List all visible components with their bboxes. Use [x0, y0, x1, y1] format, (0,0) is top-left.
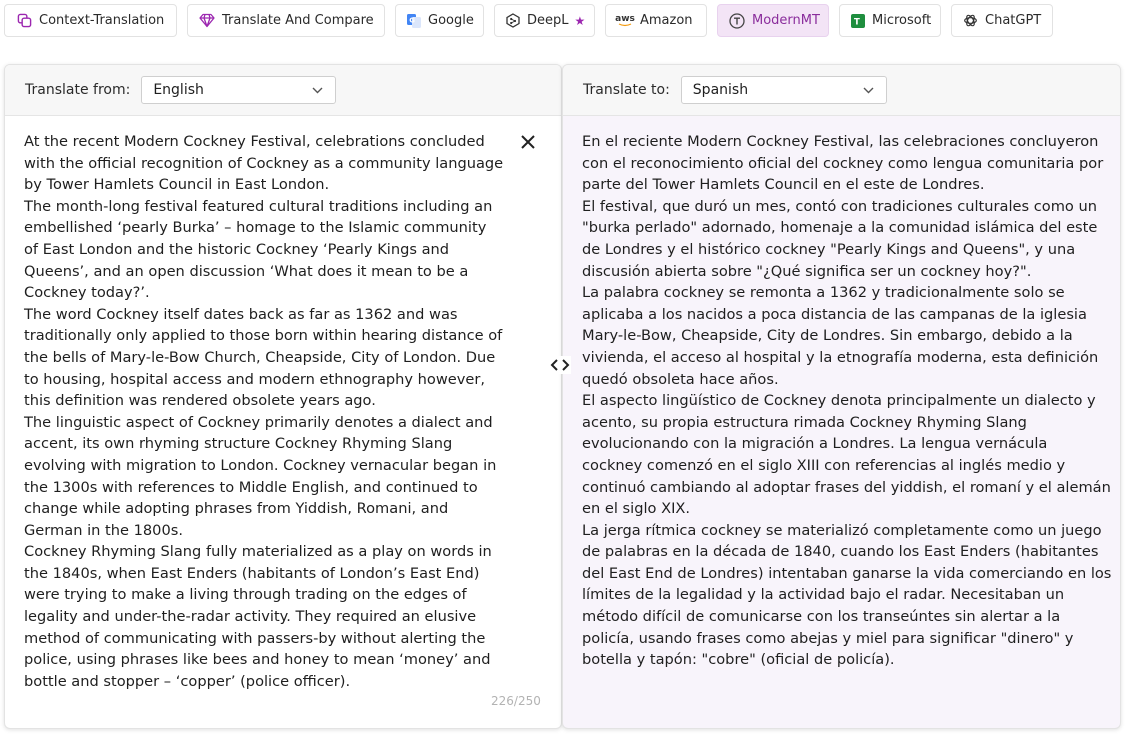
- aws-icon: aws: [615, 13, 635, 24]
- svg-text:T: T: [854, 17, 860, 27]
- tab-translate-and-compare[interactable]: [187, 4, 385, 37]
- chevron-down-icon: [863, 82, 874, 98]
- tab-label: DeepL: [527, 13, 569, 28]
- tab-modernmt[interactable]: [717, 4, 829, 37]
- target-panel: [562, 64, 1121, 729]
- context-translation-icon: [16, 13, 32, 29]
- modernmt-icon: [729, 13, 745, 29]
- deepl-icon: [506, 13, 520, 29]
- tab-label: Microsoft: [872, 13, 932, 28]
- chatgpt-icon: [963, 13, 978, 29]
- microsoft-icon: [851, 13, 865, 29]
- source-language-label: Translate from:: [25, 82, 131, 98]
- engine-tabs: [4, 4, 1053, 37]
- tab-label: ChatGPT: [985, 13, 1042, 28]
- tab-label: Context-Translation: [39, 13, 165, 28]
- google-translate-icon: [407, 13, 421, 29]
- tab-microsoft[interactable]: [839, 4, 941, 37]
- code-arrows-icon: [550, 358, 570, 372]
- tab-chatgpt[interactable]: [951, 4, 1053, 37]
- close-icon: [519, 133, 537, 151]
- diamond-icon: [199, 13, 215, 29]
- target-language-value: Spanish: [692, 82, 749, 98]
- tab-label: Amazon: [640, 13, 693, 28]
- swap-languages-button[interactable]: [549, 356, 571, 374]
- tab-label: ModernMT: [752, 13, 820, 28]
- tab-google[interactable]: [395, 4, 484, 37]
- clear-text-button[interactable]: [519, 133, 537, 151]
- source-header: [5, 65, 561, 116]
- source-panel: [4, 64, 562, 729]
- chevron-down-icon: [312, 82, 323, 98]
- target-language-select[interactable]: [681, 76, 887, 104]
- character-counter: 226/250: [491, 694, 541, 708]
- tab-deepl[interactable]: [494, 4, 595, 37]
- source-text[interactable]: At the recent Modern Cockney Festival, celebrations concluded with the official recognition of Cockney as a community language by Tower Hamlets Council in East London. The month-long festival featured cultural traditions including an embellished ‘pearly Burka’ – homage to the Islamic community of East London and the historic Cockney ‘Pearly Kings and Queens’, and an open discussion ‘What does it mean to be a Cockney today?’. The word Cockney itself dates back as far as 1362 and was traditionally only applied to those born within hearing distance of the bells of Mary-le-Bow Church, Cheapside, City of London. Due to housing, hospital access and modern ethnography however, this definition was rendered obsolete years ago. The linguistic aspect of Cockney primarily denotes a dialect and accent, its own rhyming structure Cockney Rhyming Slang evolving with migration to London. Cockney vernacular began in the 1300s with references to Middle English, and continued to change while adopting phrases from Yiddish, Romani, and German in the 1800s. Cockney Rhyming Slang fully materialized as a play on words in the 1840s, when East Enders (habitants of London’s East End) were trying to make a living through trading on the edges of legality and under-the-radar activity. They required an elusive method of communicating with passers-by without alerting the police, using phrases like bees and honey to mean ‘money’ and bottle and stopper – ‘copper’ (police officer).: [24, 133, 504, 690]
- source-language-select[interactable]: [141, 76, 336, 104]
- tab-amazon[interactable]: [605, 4, 707, 37]
- tab-label: Translate And Compare: [222, 13, 374, 28]
- tab-label: Google: [428, 13, 474, 28]
- svg-text:G: G: [409, 15, 416, 24]
- target-header: [563, 65, 1120, 116]
- tab-context-translation[interactable]: [4, 4, 177, 37]
- target-language-label: Translate to:: [583, 82, 670, 98]
- star-icon: ★: [574, 13, 586, 28]
- translated-text: En el reciente Modern Cockney Festival, las celebraciones concluyeron con el reconocimiento oficial del cockney como lengua comunitaria por parte del Tower Hamlets Council en el este de Londres. El festival, que duró un mes, contó con tradiciones culturales como un "burka perlado" adornado, homenaje a la comunidad islámica del este de Londres y el histórico cockney "Pearly Kings and Queens", y una discusión abierta sobre "¿Qué significa ser un cockney hoy?". La palabra cockney se remonta a 1362 y tradicionalmente solo se aplicaba a los nacidos a poca distancia de las campanas de la iglesia Mary-le-Bow, Cheapside, City de Londres. Sin embargo, debido a la vivienda, el acceso al hospital y la etnografía moderna, esta definición quedó obsoleta hace años. El aspecto lingüístico de Cockney denota principalmente un dialecto y acento, su propia estructura rimada Cockney Rhyming Slang evolucionando con la migración a Londres. La lengua vernácula cockney comenzó en el siglo XIII con referencias al inglés medio y continuó cambiando al adoptar frases del yiddish, el romaní y el alemán en el siglo XIX. La jerga rítmica cockney se materializó completamente como un juego de palabras en la década de 1840, cuando los East Enders (habitantes del East End de Londres) intentaban ganarse la vida comerciando en los límites de la legalidad y la actividad bajo el radar. Necesitaban un método difícil de comunicarse con los transeúntes sin alertar a la policía, usando frases como abejas y miel para significar "dinero" y botella y tapón: "cobre" (oficial de policía).: [582, 133, 1112, 669]
- source-language-value: English: [153, 82, 204, 98]
